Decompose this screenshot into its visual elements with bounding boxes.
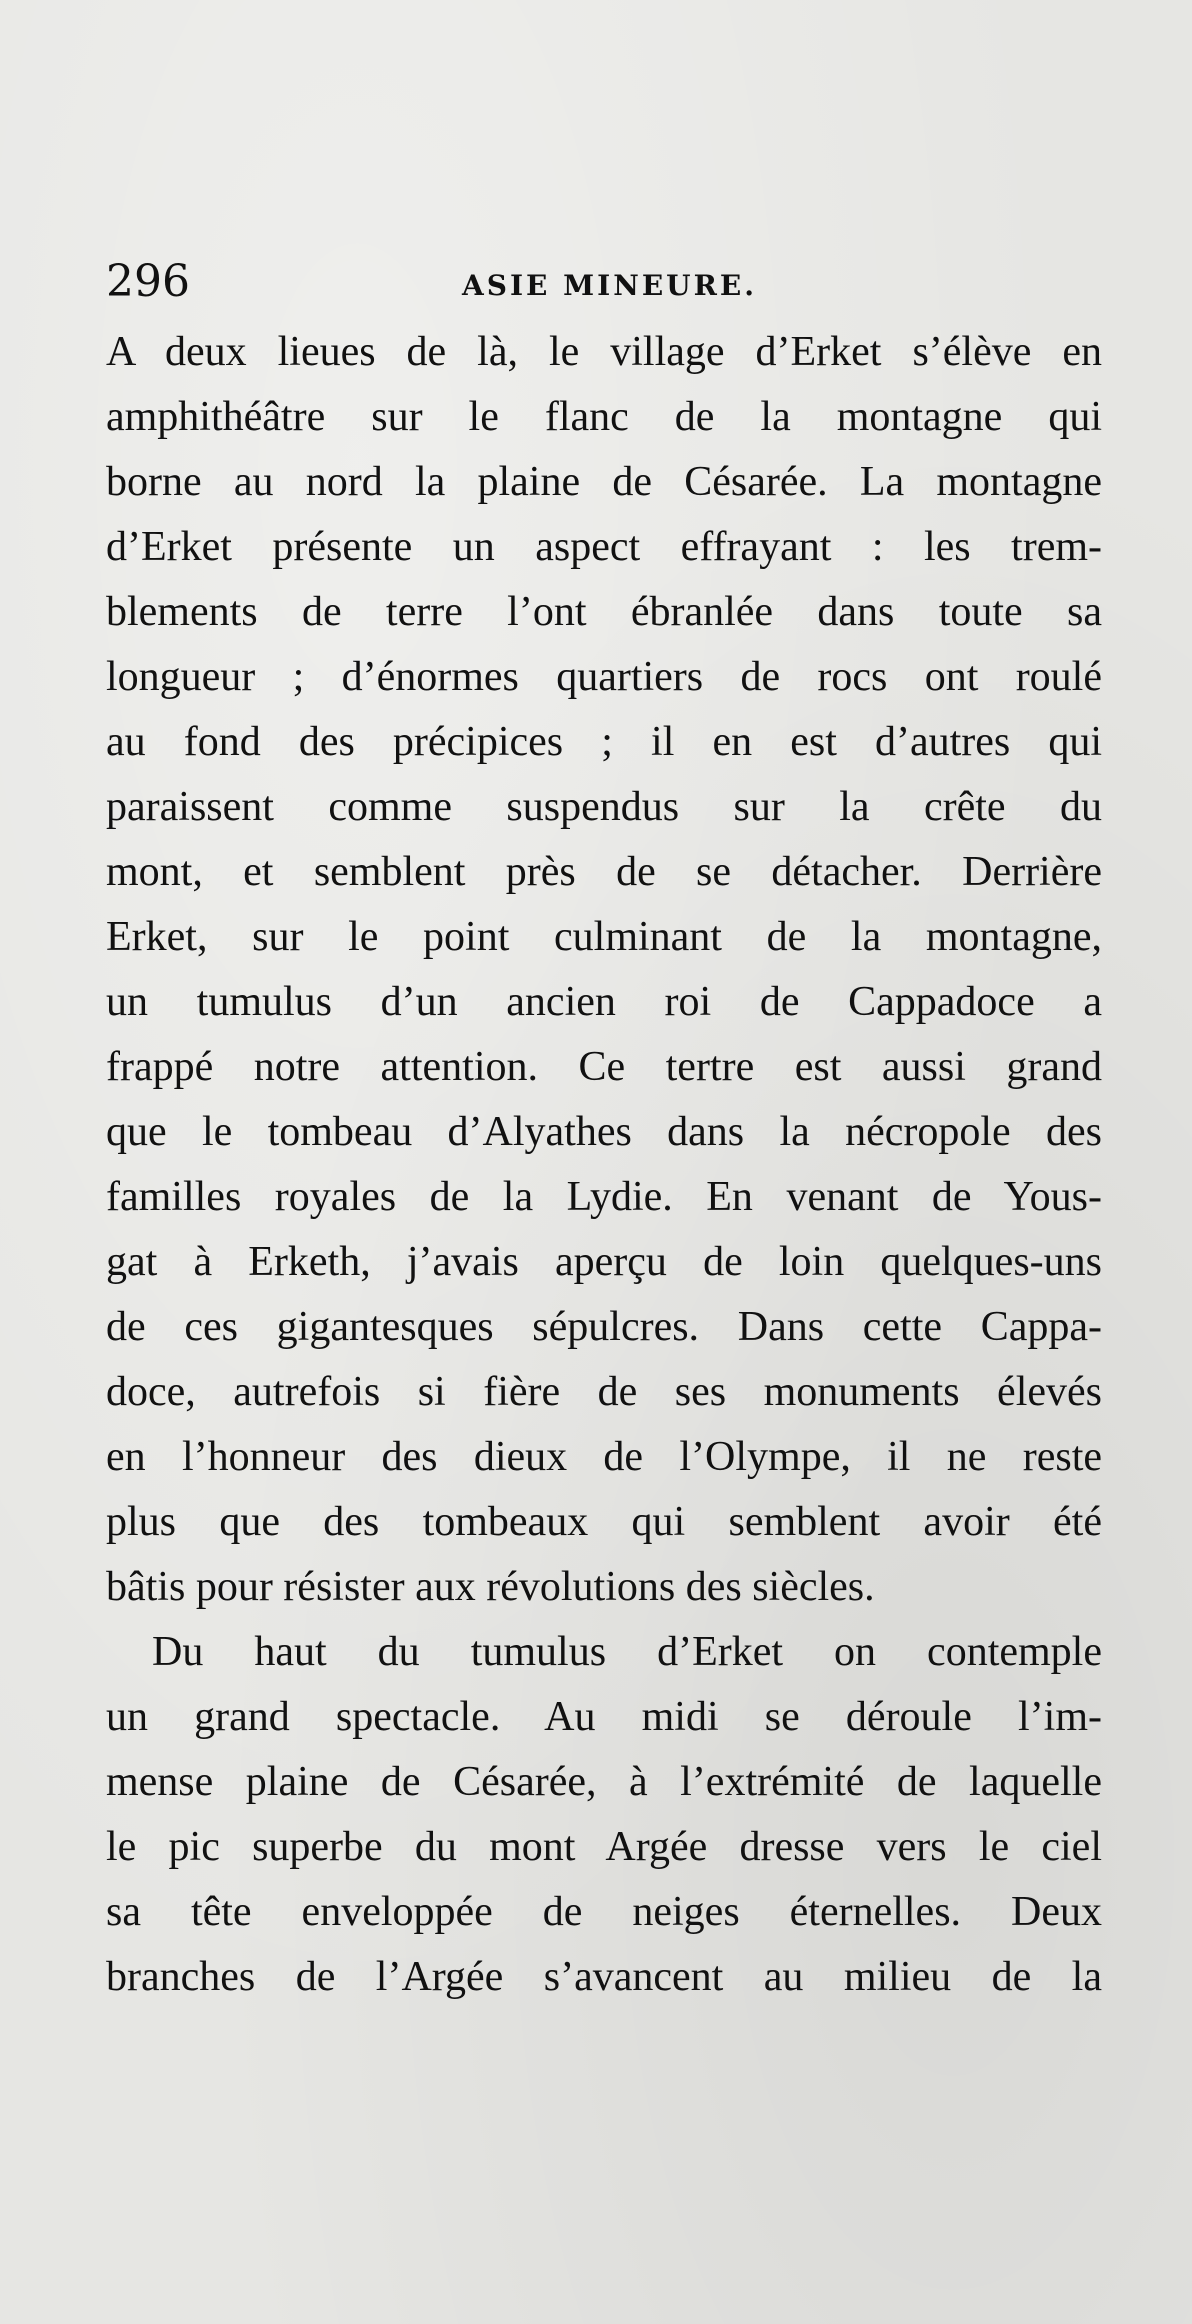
text-line: amphithéâtre sur le flanc de la montagne qui bbox=[106, 394, 1102, 440]
page-number: 296 bbox=[106, 256, 190, 307]
text-line: longueur ; d’énormes quartiers de rocs ont roulé bbox=[106, 654, 1102, 700]
text-line: Erket, sur le point culminant de la montagne, bbox=[106, 914, 1102, 960]
text-line: un tumulus d’un ancien roi de Cappadoce a bbox=[106, 979, 1102, 1025]
text-line: sa tête enveloppée de neiges éternelles. Deux bbox=[106, 1889, 1102, 1935]
text-line: frappé notre attention. Ce tertre est aussi grand bbox=[106, 1044, 1102, 1090]
text-line: au fond des précipices ; il en est d’autres qui bbox=[106, 719, 1102, 765]
text-line: de ces gigantesques sépulcres. Dans cette Cappa- bbox=[106, 1304, 1102, 1350]
text-line: le pic superbe du mont Argée dresse vers le ciel bbox=[106, 1824, 1102, 1870]
text-line: mense plaine de Césarée, à l’extrémité de laquelle bbox=[106, 1759, 1102, 1805]
text-line: paraissent comme suspendus sur la crête du bbox=[106, 784, 1102, 830]
text-line: plus que des tombeaux qui semblent avoir été bbox=[106, 1499, 1102, 1545]
text-line: un grand spectacle. Au midi se déroule l’im- bbox=[106, 1694, 1102, 1740]
text-line: en l’honneur des dieux de l’Olympe, il ne reste bbox=[106, 1434, 1102, 1480]
running-title: ASIE MINEURE. bbox=[462, 269, 757, 302]
body-text bbox=[106, 320, 1102, 2010]
text-line: Du haut du tumulus d’Erket on contemple bbox=[152, 1629, 1102, 1675]
text-line: que le tombeau d’Alyathes dans la nécropole des bbox=[106, 1109, 1102, 1155]
page-header bbox=[106, 255, 1102, 315]
text-line: gat à Erketh, j’avais aperçu de loin quelques-uns bbox=[106, 1239, 1102, 1285]
text-line: blements de terre l’ont ébranlée dans toute sa bbox=[106, 589, 1102, 635]
text-line: familles royales de la Lydie. En venant de Yous- bbox=[106, 1174, 1102, 1220]
text-line: d’Erket présente un aspect effrayant : les trem- bbox=[106, 524, 1102, 570]
text-line: A deux lieues de là, le village d’Erket s’élève en bbox=[106, 329, 1102, 375]
text-line: branches de l’Argée s’avancent au milieu de la bbox=[106, 1954, 1102, 2000]
text-line: doce, autrefois si fière de ses monuments élevés bbox=[106, 1369, 1102, 1415]
text-line: bâtis pour résister aux révolutions des siècles. bbox=[106, 1564, 875, 1610]
text-line: mont, et semblent près de se détacher. Derrière bbox=[106, 849, 1102, 895]
text-line: borne au nord la plaine de Césarée. La montagne bbox=[106, 459, 1102, 505]
